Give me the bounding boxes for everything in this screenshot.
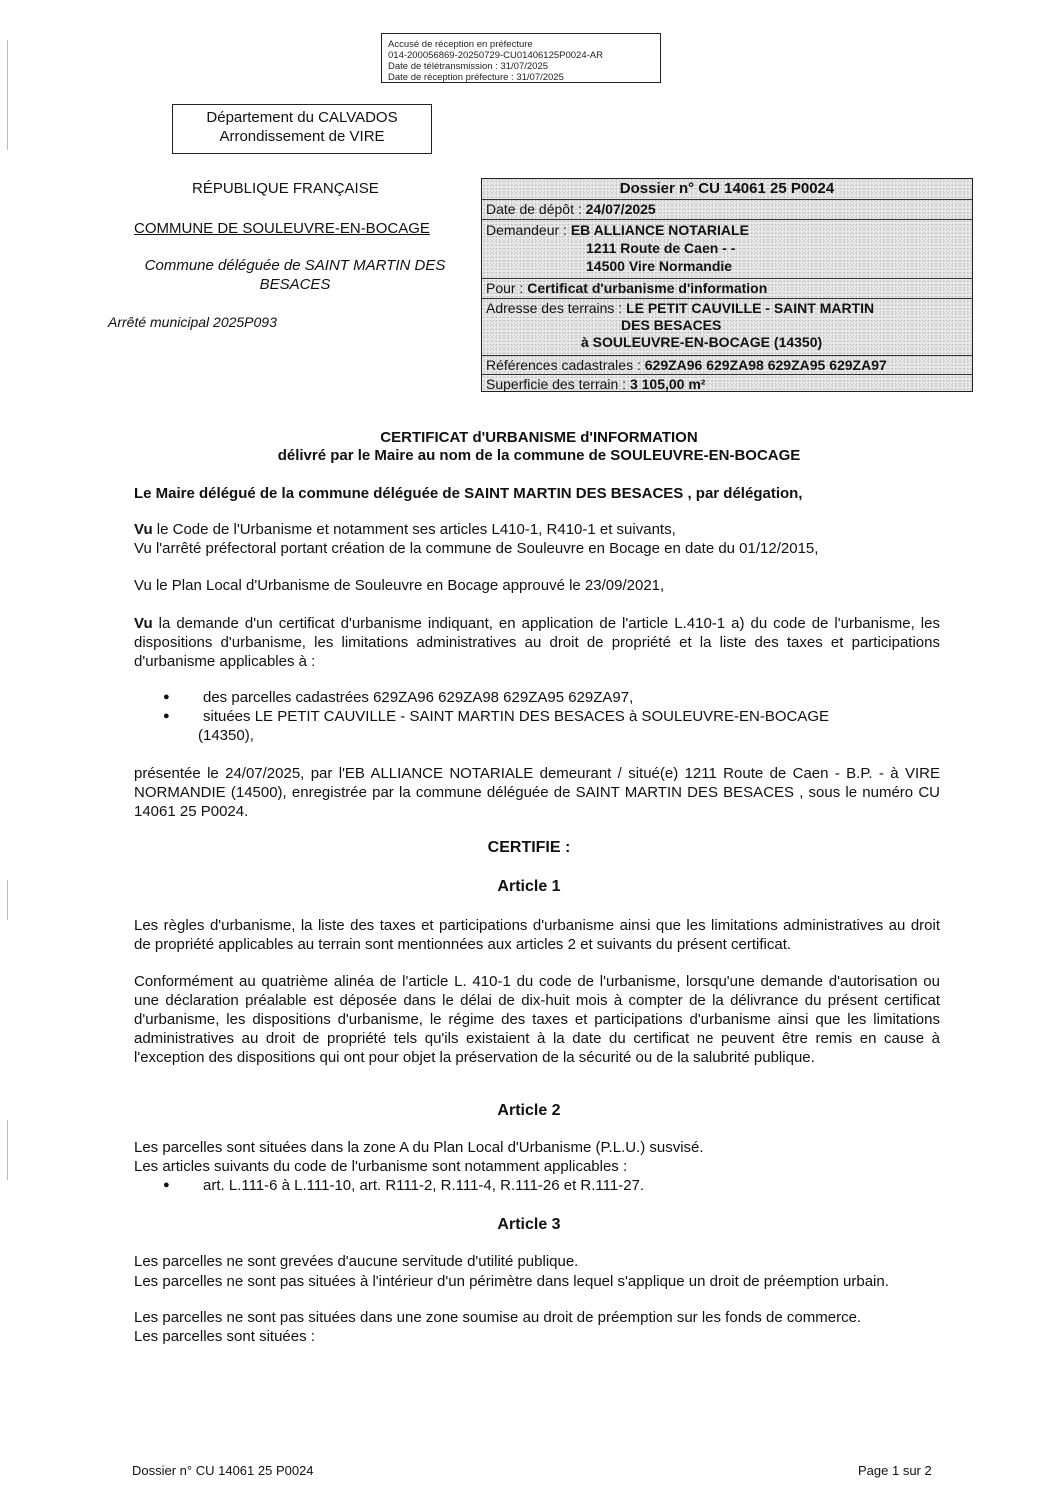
depot-label: Date de dépôt : [486, 201, 582, 217]
maire-line: Le Maire délégué de la commune déléguée de SAINT MARTIN DES BESACES , par délégation, [134, 485, 803, 502]
bullet-situees-cont: (14350), [198, 727, 254, 744]
demandeur-label: Demandeur : [486, 222, 567, 238]
scan-mark [7, 1120, 8, 1180]
scan-mark [7, 40, 8, 150]
adresse-line: à SOULEUVRE-EN-BOCAGE (14350) [581, 334, 823, 350]
article3-situees: Les parcelles sont situées : [134, 1328, 315, 1345]
superficie-row [482, 375, 972, 393]
vu-code-urbanisme [134, 521, 940, 540]
article1-paragraph2: Conformément au quatrième alinéa de l'article L. 410-1 du code de l'urbanisme, lorsqu'une demande d'autorisation ou une déclaration préalable est déposée dans le délai de dix-huit mois à compter de la délivrance du présent certificat d'urbanisme, les dispositions d'urbanisme, le régime des taxes et participations d'urbanisme ainsi que les limitations administratives au droit de propriété tels qu'ils existaient à la date du certificat ne peuvent être remis en cause à l'exception des dispositions qui ont pour objet la préservation de la sécurité ou de la salubrité publique. [134, 973, 940, 1066]
demandeur-address: 1211 Route de Caen - - [586, 240, 736, 256]
dossier-table [481, 178, 973, 392]
vu-arrete-prefectoral: Vu l'arrêté préfectoral portant création de la commune de Souleuvre en Bocage en date du 01/12/2015, [134, 540, 819, 557]
certifie-heading: CERTIFIE : [487, 839, 571, 856]
depot-value: 24/07/2025 [585, 201, 656, 217]
footer-page-number: Page 1 sur 2 [858, 1463, 932, 1478]
dossier-number: Dossier n° CU 14061 25 P0024 [482, 179, 972, 200]
vu-demande [134, 614, 940, 671]
article1-paragraph1: Les règles d'urbanisme, la liste des taxes et participations d'urbanisme ainsi que les limitations administratives au droit de propriété applicables au terrain sont mentionnées aux articles 2 et suivants du présent certificat. [134, 917, 940, 953]
adresse-row [482, 299, 972, 356]
certificate-title: CERTIFICAT d'URBANISME d'INFORMATION [380, 429, 698, 446]
article3-servitude: Les parcelles ne sont grevées d'aucune servitude d'utilité publique. [134, 1253, 579, 1270]
bullet-situees [163, 708, 943, 727]
superficie-value: 3 105,00 m² [629, 376, 706, 392]
article2-zone: Les parcelles sont situées dans la zone A du Plan Local d'Urbanisme (P.L.U.) susvisé. [134, 1139, 704, 1156]
article2-heading: Article 2 [497, 1102, 561, 1119]
vu-text: le Code de l'Urbanisme et notamment ses articles L410-1, R410-1 et suivants, [152, 521, 676, 538]
article2-articles: Les articles suivants du code de l'urbanisme sont notamment applicables : [134, 1158, 628, 1175]
stamp-line: 014-200056869-20250729-CU01406125P0024-AR [388, 50, 603, 61]
bullet-icon: ● [163, 710, 170, 723]
pour-row [482, 279, 972, 299]
demandeur-name: EB ALLIANCE NOTARIALE [570, 222, 749, 238]
vu-plu: Vu le Plan Local d'Urbanisme de Souleuvre en Bocage approuvé le 23/09/2021, [134, 577, 665, 594]
department-line: Département du CALVADOS [206, 109, 398, 126]
article1-heading: Article 1 [497, 878, 561, 895]
vu-word: Vu [134, 521, 153, 538]
depot-row [482, 200, 972, 220]
stamp-line: Date de télétransmission : 31/07/2025 [388, 61, 549, 72]
footer-dossier: Dossier n° CU 14061 25 P0024 [132, 1463, 314, 1478]
bullet-text: art. L.111-6 à L.111-10, art. R111-2, R.111-4, R.111-26 et R.111-27. [203, 1177, 645, 1194]
adresse-line: LE PETIT CAUVILLE - SAINT MARTIN [626, 300, 875, 316]
demandeur-row [482, 220, 972, 279]
presentee-paragraph: présentée le 24/07/2025, par l'EB ALLIANCE NOTARIALE demeurant / situé(e) 1211 Route de Caen - B.P. - à VIRE NORMANDIE (14500), enregistrée par la commune déléguée de SAINT MARTIN DES BESACES , sous le numéro CU 14061 25 P0024. [134, 765, 940, 820]
refs-label: Références cadastrales : [486, 357, 641, 373]
article2-bullet [163, 1177, 644, 1196]
article3-heading: Article 3 [497, 1216, 561, 1233]
vu-word: Vu [134, 615, 153, 632]
adresse-line: DES BESACES [621, 317, 722, 333]
stamp-line: Accusé de réception en préfecture [388, 39, 533, 50]
pour-value: Certificat d'urbanisme d'information [527, 280, 768, 296]
pour-label: Pour : [486, 280, 524, 296]
refs-row [482, 356, 972, 375]
vu-text: la demande d'un certificat d'urbanisme indiquant, en application de l'article L.410-1 a) du code de l'urbanisme, les dispositions d'urbanisme, les limitations administratives au droit de propriété et la liste des taxes et participations d'urbanisme applicables à : [134, 615, 940, 670]
article3-preemption: Les parcelles ne sont pas situées à l'intérieur d'un périmètre dans lequel s'applique un droit de préemption urbain. [134, 1273, 889, 1290]
certificate-subtitle: délivré par le Maire au nom de la commune de SOULEUVRE-EN-BOCAGE [277, 447, 801, 464]
stamp-line: Date de réception préfecture : 31/07/2025 [388, 72, 564, 83]
department-box [172, 104, 432, 154]
bullet-parcelles [163, 689, 633, 708]
arrondissement-line: Arrondissement de VIRE [219, 127, 385, 145]
demandeur-city: 14500 Vire Normandie [586, 258, 733, 274]
bullet-icon: ● [163, 691, 170, 704]
arrete-number: Arrêté municipal 2025P093 [108, 314, 277, 330]
commune-deleguee: Commune déléguée de SAINT MARTIN DES BESACES [144, 257, 446, 293]
refs-value: 629ZA96 629ZA98 629ZA95 629ZA97 [644, 357, 887, 373]
reception-stamp [381, 33, 661, 83]
article3-fonds-commerce: Les parcelles ne sont pas situées dans une zone soumise au droit de préemption sur les fonds de commerce. [134, 1309, 862, 1326]
superficie-label: Superficie des terrain : [486, 376, 627, 392]
commune-title: COMMUNE DE SOULEUVRE-EN-BOCAGE [134, 220, 430, 237]
bullet-text: des parcelles cadastrées 629ZA96 629ZA98 629ZA95 629ZA97, [203, 689, 634, 706]
bullet-icon: ● [163, 1179, 170, 1192]
republic-title: RÉPUBLIQUE FRANÇAISE [192, 180, 379, 197]
adresse-label: Adresse des terrains : [486, 300, 623, 316]
bullet-text: situées LE PETIT CAUVILLE - SAINT MARTIN DES BESACES à SOULEUVRE-EN-BOCAGE [203, 708, 830, 725]
